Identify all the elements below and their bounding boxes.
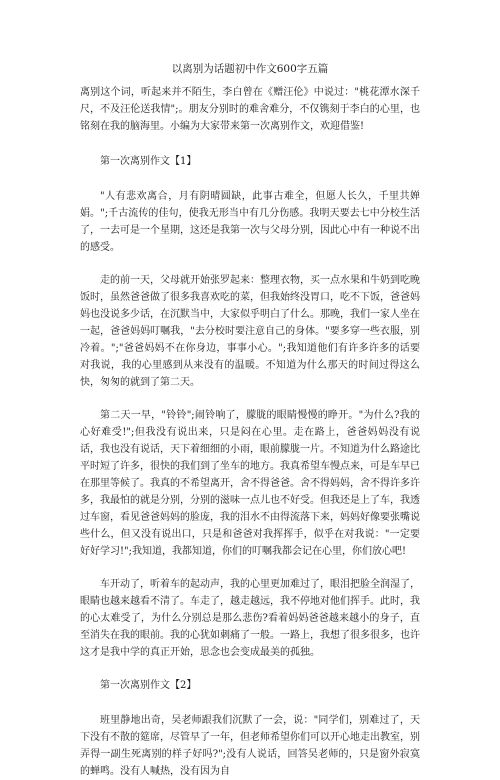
section1-paragraph-1: "人有悲欢离合，月有阴晴圆缺，此事古难全，但愿人长久，千里共婵娟。";千古流传的佳句，使我无形当中有几分伤感。我明天要去七中分校生活了，一去可是一个星期，这还是我第一次与父母分别，因此心中有一种说不出的感受。 bbox=[80, 191, 420, 253]
section-heading-2: 第一次离别作文【2】 bbox=[100, 680, 197, 691]
section1-paragraph-4: 车开动了，听着车的起动声，我的心里更加难过了，眼泪把脸全润湿了，眼睛也越来越看不清了。车走了，越走越远，我不停地对他们挥手。此时，我的心太难受了，为什么分别总是那么悲伤?看着妈妈爸爸越来越小的身子，直至消失在我的眼前。我的心犹如刺痛了一般。一路上，我想了很多很多，也许这才是我中学的真正开始，思念也会变成最美的孤独。 bbox=[80, 579, 420, 658]
section2-paragraph-1: 班里静地出奇，吴老师跟我们沉默了一会，说："同学们，别难过了，天下没有不散的筵席，尽管早了一年，但老师希望你们可以开心地走出教室，别弄得一副生死离别的样子好吗?";没有人说话，回答吴老师的，只是窗外寂寞的蝉鸣。没有人喊热，没有因为自 bbox=[80, 715, 420, 777]
section-heading-1: 第一次离别作文【1】 bbox=[100, 156, 197, 167]
section1-paragraph-2: 走的前一天，父母就开始张罗起来：整理衣物，买一点水果和牛奶到吃晚饭时，虽然爸爸做了很多我喜欢吃的菜，但我始终没胃口，吃不下饭，爸爸妈妈也没说多少话，在沉默当中，大家似乎明白了什么。那晚，我们一家人坐在一起，爸爸妈妈叮嘱我，"去分校时要注意自己的身体。"要多穿一些衣服，别冷着。";"爸爸妈妈不在你身边，事事小心。";我知道他们有许多许多的话要对我说，我的心里感到从来没有的温暖。不知道为什么那天的时间过得这么快，匆匆的就到了第二天。 bbox=[80, 275, 420, 388]
intro-paragraph: 离别这个词，听起来并不陌生，李白曾在《赠汪伦》中说过："桃花潭水深千尺，不及汪伦送我情";。朋友分别时的难舍难分，不仅镌刻于李白的心里，也铭刻在我的脑海里。小编为大家带来第一次离别作文，欢迎借鉴! bbox=[80, 87, 420, 132]
section1-paragraph-3: 第二天一早，"铃铃";闹铃响了，朦胧的眼睛慢慢的睁开。"为什么?我的心好难受!";但我没有说出来，只是闷在心里。走在路上，爸爸妈妈没有说话，我也没有说话，天下着细细的小雨，眼前朦胧一片。不知道为什么路途比平时短了许多，很快的我们到了坐车的地方。我真希望车慢点来，可是车早已在那里等候了。我真的不希望离开，舍不得爸爸。舍不得妈妈，舍不得许多许多，我最怕的就是分别，分别的滋味一点儿也不好受。但我还是上了车，我透过车窗，看见爸爸妈妈的脸庞，我的泪水不由得流落下来，妈妈好像要张嘴说些什么，但又没有说出口，只是和爸爸对我挥挥手，似乎在对我说："一定要好好学习!";我知道，我都知道，你们的叮嘱我都会记在心里，你们放心吧! bbox=[80, 410, 420, 557]
document-title: 以离别为话题初中作文600字五篇 bbox=[171, 63, 329, 75]
